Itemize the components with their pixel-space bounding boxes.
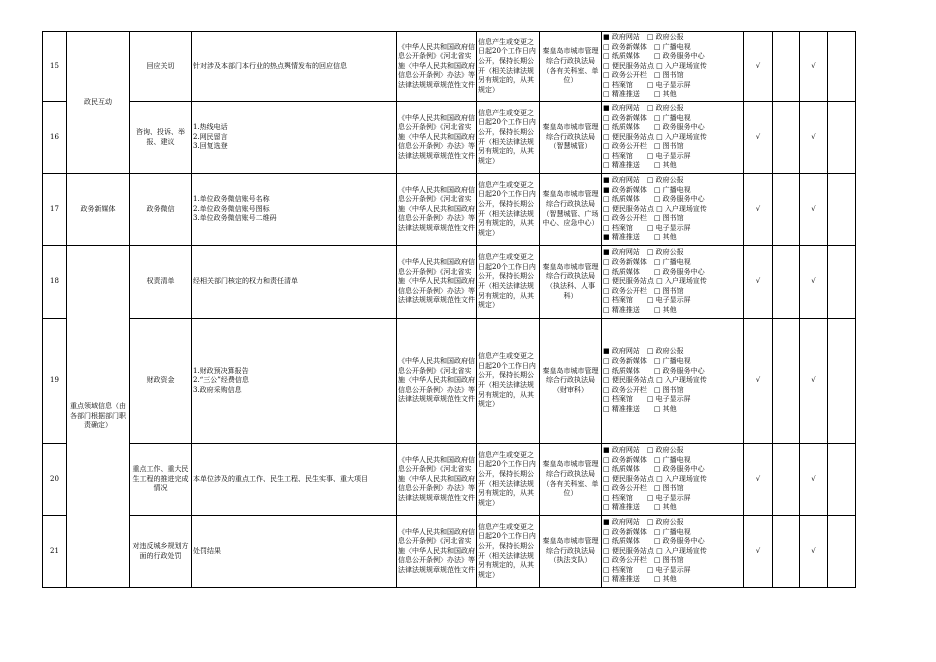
- channel-option: □ 便民服务站点 □ 入户现场宣传: [603, 474, 707, 483]
- flag-cell-2: [773, 102, 800, 174]
- content-cell: [192, 246, 397, 319]
- content-line: 1.单位政务微信账号名称: [193, 195, 270, 204]
- row-number: 15: [43, 32, 67, 102]
- time-limit-cell: 信息产生或变更之日起20个工作日内公开，保持长期公开（相关法律法规另有规定的，从其规定）: [477, 174, 540, 246]
- table-row: [43, 32, 856, 102]
- content-line: 2.网民留言: [193, 132, 228, 141]
- flag-cell-4: [828, 246, 856, 319]
- flag-cell-4: [828, 174, 856, 246]
- subject-cell: 秦皇岛市城市管理综合行政执法局（智慧城管、广场中心、应急中心）: [540, 174, 602, 246]
- subcategory-cell: 回应关切: [130, 32, 192, 102]
- channel-option: □ 精准推送 □ 其他: [603, 404, 677, 413]
- channel-option: □ 档案馆 □ 电子显示屏: [603, 296, 691, 305]
- channel-option: □ 政务新媒体 □ 广播电视: [603, 42, 691, 51]
- flag-cell-3: √: [800, 319, 828, 444]
- channel-option: □ 政务新媒体 □ 广播电视: [603, 357, 691, 366]
- flag-cell-3: √: [800, 246, 828, 319]
- content-line: 2.“三公”经费信息: [193, 376, 249, 385]
- flag-cell-1: √: [744, 516, 773, 588]
- table-row: [43, 444, 856, 516]
- time-limit-cell: 信息产生或变更之日起20个工作日内公开，保持长期公开（相关法律法规另有规定的，从其规定）: [477, 246, 540, 319]
- table-row: [43, 319, 856, 444]
- subcategory-cell: 财政资金: [130, 319, 192, 444]
- subject-cell: 秦皇岛市城市管理综合行政执法局（财审科）: [540, 319, 602, 444]
- flag-cell-3: √: [800, 102, 828, 174]
- channel-option: □ 便民服务站点 □ 入户现场宣传: [603, 546, 707, 555]
- channel-option: □ 政务公开栏 □ 图书馆: [603, 385, 684, 394]
- channel-option: □ 档案馆 □ 电子显示屏: [603, 493, 691, 502]
- flag-cell-4: [828, 102, 856, 174]
- channel-cell: [602, 102, 744, 174]
- content-line: 3.政府采购信息: [193, 385, 242, 394]
- channel-option: ■ 政府网站 □ 政府公报: [603, 248, 684, 257]
- channel-option: □ 纸质媒体 □ 政务服务中心: [603, 52, 705, 61]
- flag-cell-4: [828, 32, 856, 102]
- basis-cell: 《中华人民共和国政府信息公开条例》《河北省实施〈中华人民共和国政府信息公开条例〉办法》等法律法规规章规范性文件: [397, 444, 477, 516]
- channel-option: □ 政务新媒体 □ 广播电视: [603, 258, 691, 267]
- flag-cell-1: √: [744, 32, 773, 102]
- table-row: [43, 516, 856, 588]
- flag-cell-2: [773, 444, 800, 516]
- table-row: [43, 102, 856, 174]
- row-number: 18: [43, 246, 67, 319]
- channel-cell: [602, 516, 744, 588]
- content-cell: [192, 102, 397, 174]
- channel-option: ■ 政府网站 □ 政府公报: [603, 175, 684, 184]
- flag-cell-3: √: [800, 174, 828, 246]
- channel-option: □ 便民服务站点 □ 入户现场宣传: [603, 277, 707, 286]
- subject-cell: 秦皇岛市城市管理综合行政执法局（各有关科室、单位）: [540, 32, 602, 102]
- row-number: 21: [43, 516, 67, 588]
- channel-option: ■ 政府网站 □ 政府公报: [603, 517, 684, 526]
- flag-cell-4: [828, 516, 856, 588]
- basis-cell: 《中华人民共和国政府信息公开条例》《河北省实施〈中华人民共和国政府信息公开条例〉办法》等法律法规规章规范性文件: [397, 319, 477, 444]
- channel-option: □ 政务公开栏 □ 图书馆: [603, 214, 684, 223]
- content-line: 1.财政预决算报告: [193, 366, 249, 375]
- time-limit-cell: 信息产生或变更之日起20个工作日内公开，保持长期公开（相关法律法规另有规定的，从其规定）: [477, 319, 540, 444]
- channel-option: □ 便民服务站点 □ 入户现场宣传: [603, 61, 707, 70]
- flag-cell-1: √: [744, 319, 773, 444]
- content-line: 处罚结果: [193, 546, 221, 555]
- basis-cell: 《中华人民共和国政府信息公开条例》《河北省实施〈中华人民共和国政府信息公开条例〉办法》等法律法规规章规范性文件: [397, 174, 477, 246]
- content-line: 1.热线电话: [193, 123, 228, 132]
- channel-option: □ 精准推送 □ 其他: [603, 305, 677, 314]
- channel-option: □ 政务公开栏 □ 图书馆: [603, 484, 684, 493]
- channel-cell: [602, 174, 744, 246]
- channel-option: □ 纸质媒体 □ 政务服务中心: [603, 366, 705, 375]
- channel-option: □ 政务新媒体 □ 广播电视: [603, 527, 691, 536]
- subject-cell: 秦皇岛市城市管理综合行政执法局（各有关科室、单位）: [540, 444, 602, 516]
- time-limit-cell: 信息产生或变更之日起20个工作日内公开，保持长期公开（相关法律法规另有规定的，从其规定）: [477, 444, 540, 516]
- content-cell: [192, 174, 397, 246]
- channel-option: ■ 政府网站 □ 政府公报: [603, 103, 684, 112]
- flag-cell-4: [828, 444, 856, 516]
- content-line: 经相关部门核定的权力和责任清单: [193, 277, 298, 286]
- category-cell: 重点领域信息（由各部门根据部门职责确定）: [67, 246, 130, 588]
- content-cell: [192, 444, 397, 516]
- channel-option: □ 精准推送 □ 其他: [603, 575, 677, 584]
- channel-option: □ 便民服务站点 □ 入户现场宣传: [603, 204, 707, 213]
- channel-option: □ 精准推送 □ 其他: [603, 90, 677, 99]
- row-number: 17: [43, 174, 67, 246]
- row-number: 16: [43, 102, 67, 174]
- channel-option: □ 档案馆 □ 电子显示屏: [603, 395, 691, 404]
- category-cell: 政务新媒体: [67, 174, 130, 246]
- subcategory-cell: 重点工作、重大民生工程的推进完成情况: [130, 444, 192, 516]
- channel-option: ■ 政务新媒体 □ 广播电视: [603, 185, 691, 194]
- channel-option: □ 纸质媒体 □ 政务服务中心: [603, 123, 705, 132]
- channel-option: □ 纸质媒体 □ 政务服务中心: [603, 267, 705, 276]
- disclosure-table: [42, 31, 856, 588]
- flag-cell-3: √: [800, 32, 828, 102]
- channel-cell: [602, 32, 744, 102]
- flag-cell-2: [773, 319, 800, 444]
- channel-cell: [602, 444, 744, 516]
- channel-option: ■ 政府网站 □ 政府公报: [603, 347, 684, 356]
- basis-cell: 《中华人民共和国政府信息公开条例》《河北省实施〈中华人民共和国政府信息公开条例〉办法》等法律法规规章规范性文件: [397, 516, 477, 588]
- subcategory-cell: 对违反城乡规划方面的行政处罚: [130, 516, 192, 588]
- flag-cell-2: [773, 174, 800, 246]
- time-limit-cell: 信息产生或变更之日起20个工作日内公开，保持长期公开（相关法律法规另有规定的，从其规定）: [477, 516, 540, 588]
- channel-option: □ 档案馆 □ 电子显示屏: [603, 223, 691, 232]
- channel-option: □ 政务公开栏 □ 图书馆: [603, 71, 684, 80]
- channel-option: □ 纸质媒体 □ 政务服务中心: [603, 465, 705, 474]
- flag-cell-2: [773, 246, 800, 319]
- subject-cell: 秦皇岛市城市管理综合行政执法局（智慧城管）: [540, 102, 602, 174]
- channel-option: □ 政务公开栏 □ 图书馆: [603, 556, 684, 565]
- flag-cell-1: √: [744, 444, 773, 516]
- channel-option: □ 档案馆 □ 电子显示屏: [603, 565, 691, 574]
- channel-cell: [602, 246, 744, 319]
- channel-cell: [602, 319, 744, 444]
- basis-cell: 《中华人民共和国政府信息公开条例》《河北省实施〈中华人民共和国政府信息公开条例〉办法》等法律法规规章规范性文件: [397, 32, 477, 102]
- channel-option: □ 政务新媒体 □ 广播电视: [603, 455, 691, 464]
- channel-option: ■ 精准推送 □ 其他: [603, 233, 677, 242]
- flag-cell-3: √: [800, 516, 828, 588]
- subcategory-cell: 政务微信: [130, 174, 192, 246]
- content-line: 本单位涉及的重点工作、民生工程、民生实事、重大项目: [193, 474, 368, 483]
- channel-option: □ 档案馆 □ 电子显示屏: [603, 80, 691, 89]
- channel-option: □ 政务新媒体 □ 广播电视: [603, 113, 691, 122]
- content-cell: [192, 319, 397, 444]
- channel-option: □ 便民服务站点 □ 入户现场宣传: [603, 376, 707, 385]
- subcategory-cell: 咨询、投诉、举报、建议: [130, 102, 192, 174]
- flag-cell-1: √: [744, 246, 773, 319]
- content-cell: [192, 32, 397, 102]
- content-line: 3.单位政务微信账号二维码: [193, 214, 277, 223]
- flag-cell-4: [828, 319, 856, 444]
- channel-option: □ 精准推送 □ 其他: [603, 503, 677, 512]
- flag-cell-2: [773, 32, 800, 102]
- table-row: [43, 246, 856, 319]
- channel-option: □ 纸质媒体 □ 政务服务中心: [603, 537, 705, 546]
- flag-cell-2: [773, 516, 800, 588]
- channel-option: □ 便民服务站点 □ 入户现场宣传: [603, 132, 707, 141]
- channel-option: □ 纸质媒体 □ 政务服务中心: [603, 195, 705, 204]
- channel-option: □ 政务公开栏 □ 图书馆: [603, 286, 684, 295]
- subject-cell: 秦皇岛市城市管理综合行政执法局（执法支队）: [540, 516, 602, 588]
- row-number: 19: [43, 319, 67, 444]
- category-cell: 政民互动: [67, 32, 130, 174]
- channel-option: □ 精准推送 □ 其他: [603, 161, 677, 170]
- channel-option: □ 政务公开栏 □ 图书馆: [603, 142, 684, 151]
- time-limit-cell: 信息产生或变更之日起20个工作日内公开，保持长期公开（相关法律法规另有规定的，从其规定）: [477, 32, 540, 102]
- flag-cell-1: √: [744, 174, 773, 246]
- channel-option: □ 档案馆 □ 电子显示屏: [603, 151, 691, 160]
- channel-option: ■ 政府网站 □ 政府公报: [603, 445, 684, 454]
- content-line: 针对涉及本部门本行业的热点舆情发布的回应信息: [193, 61, 347, 70]
- channel-option: ■ 政府网站 □ 政府公报: [603, 32, 684, 41]
- basis-cell: 《中华人民共和国政府信息公开条例》《河北省实施〈中华人民共和国政府信息公开条例〉办法》等法律法规规章规范性文件: [397, 246, 477, 319]
- content-line: 3.回复选登: [193, 142, 228, 151]
- content-line: 2.单位政务微信账号图标: [193, 204, 270, 213]
- table-row: [43, 174, 856, 246]
- flag-cell-3: √: [800, 444, 828, 516]
- time-limit-cell: 信息产生或变更之日起20个工作日内公开，保持长期公开（相关法律法规另有规定的，从其规定）: [477, 102, 540, 174]
- flag-cell-1: √: [744, 102, 773, 174]
- subcategory-cell: 权责清单: [130, 246, 192, 319]
- row-number: 20: [43, 444, 67, 516]
- basis-cell: 《中华人民共和国政府信息公开条例》《河北省实施〈中华人民共和国政府信息公开条例〉办法》等法律法规规章规范性文件: [397, 102, 477, 174]
- content-cell: [192, 516, 397, 588]
- subject-cell: 秦皇岛市城市管理综合行政执法局（执法科、人事科）: [540, 246, 602, 319]
